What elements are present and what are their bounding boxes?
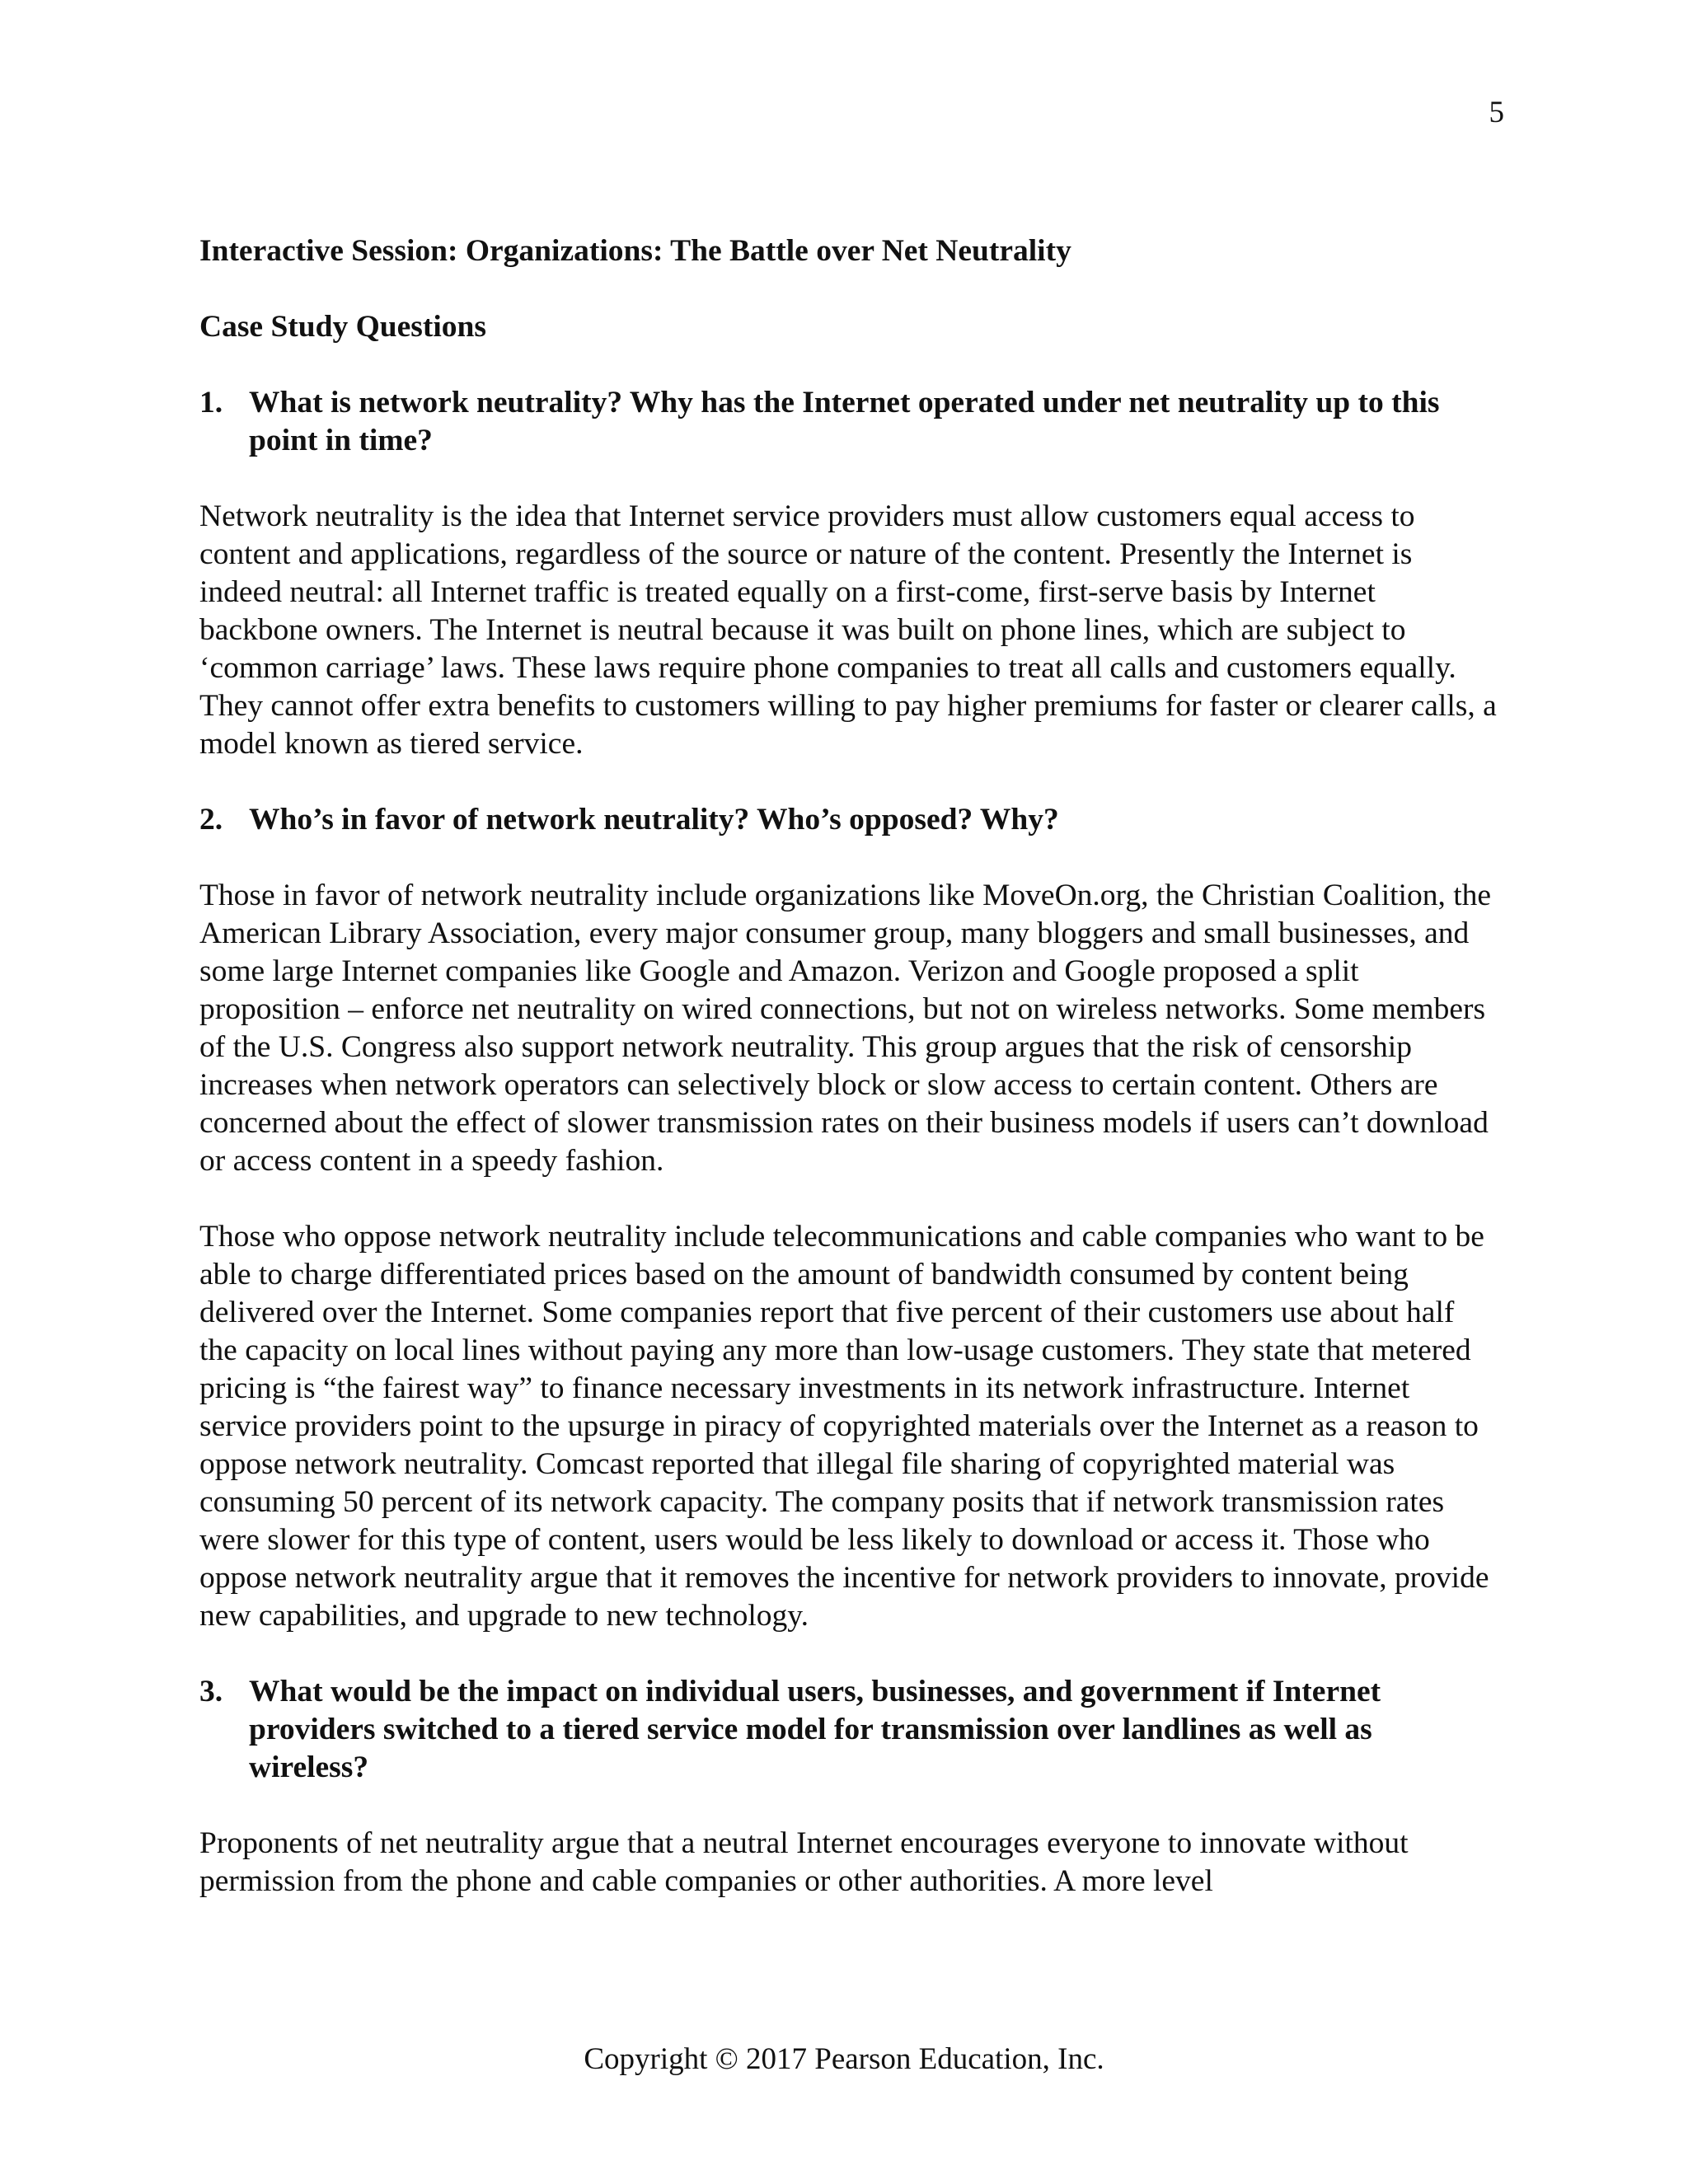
question-text: What would be the impact on individual users, businesses, and government if Internet providers switched to a tiered service model for transmission over landlines as well as wireless? xyxy=(249,1675,1381,1784)
session-title: Interactive Session: Organizations: The Battle over Net Neutrality xyxy=(199,234,1071,268)
answer-paragraph: Proponents of net neutrality argue that a neutral Internet encourages everyone to innovate without permission from the phone and cable companies or other authorities. A more level xyxy=(199,1826,1409,1898)
question-number: 2. xyxy=(199,803,223,837)
question-text: Who’s in favor of network neutrality? Who’s opposed? Why? xyxy=(249,803,1059,837)
question-text: What is network neutrality? Why has the Internet operated under net neutrality up to this point in time? xyxy=(249,386,1440,457)
question-3 xyxy=(199,1673,1498,1787)
answer-paragraph: Those in favor of network neutrality include organizations like MoveOn.org, the Christian Coalition, the American Library Association, every major consumer group, many bloggers and small businesses, and some large Internet companies like Google and Amazon. Verizon and Google proposed a split proposition – enforce net neutrality on wired connections, but not on wireless networks. Some members of the U.S. Congress also support network neutrality. This group argues that the risk of censorship increases when network operators can selectively block or slow access to certain content. Others are concerned about the effect of slower transmission rates on their business models if users can’t download or access content in a speedy fashion. xyxy=(199,879,1492,1178)
question-number: 1. xyxy=(199,386,223,419)
copyright-footer: Copyright © 2017 Pearson Education, Inc. xyxy=(584,2042,1104,2076)
answer-paragraph: Network neutrality is the idea that Internet service providers must allow customers equal access to content and applications, regardless of the source or nature of the content. Presently the Internet is indeed neutral: all Internet traffic is treated equally on a first-come, first-serve basis by Internet backbone owners. The Internet is neutral because it was built on phone lines, which are subject to ‘common carriage’ laws. These laws require phone companies to treat all calls and customers equally. They cannot offer extra benefits to customers willing to pay higher premiums for faster or clearer calls, a model known as tiered service. xyxy=(199,499,1497,761)
question-1 xyxy=(199,384,1498,460)
section-heading: Case Study Questions xyxy=(199,310,486,344)
page-number: 5 xyxy=(1489,96,1504,129)
page-content xyxy=(199,232,1498,1938)
question-2 xyxy=(199,801,1498,839)
answer-paragraph: Those who oppose network neutrality include telecommunications and cable companies who want to be able to charge differentiated prices based on the amount of bandwidth consumed by content being delivered over the Internet. Some companies report that five percent of their customers use about half the capacity on local lines without paying any more than low-usage customers. They state that metered pricing is “the fairest way” to finance necessary investments in its network infrastructure. Internet service providers point to the upsurge in piracy of copyrighted materials over the Internet as a reason to oppose network neutrality. Comcast reported that illegal file sharing of copyrighted material was consuming 50 percent of its network capacity. The company posits that if network transmission rates were slower for this type of content, users would be less likely to download or access it. Those who oppose network neutrality argue that it removes the incentive for network providers to innovate, provide new capabilities, and upgrade to new technology. xyxy=(199,1220,1489,1633)
question-number: 3. xyxy=(199,1675,223,1708)
